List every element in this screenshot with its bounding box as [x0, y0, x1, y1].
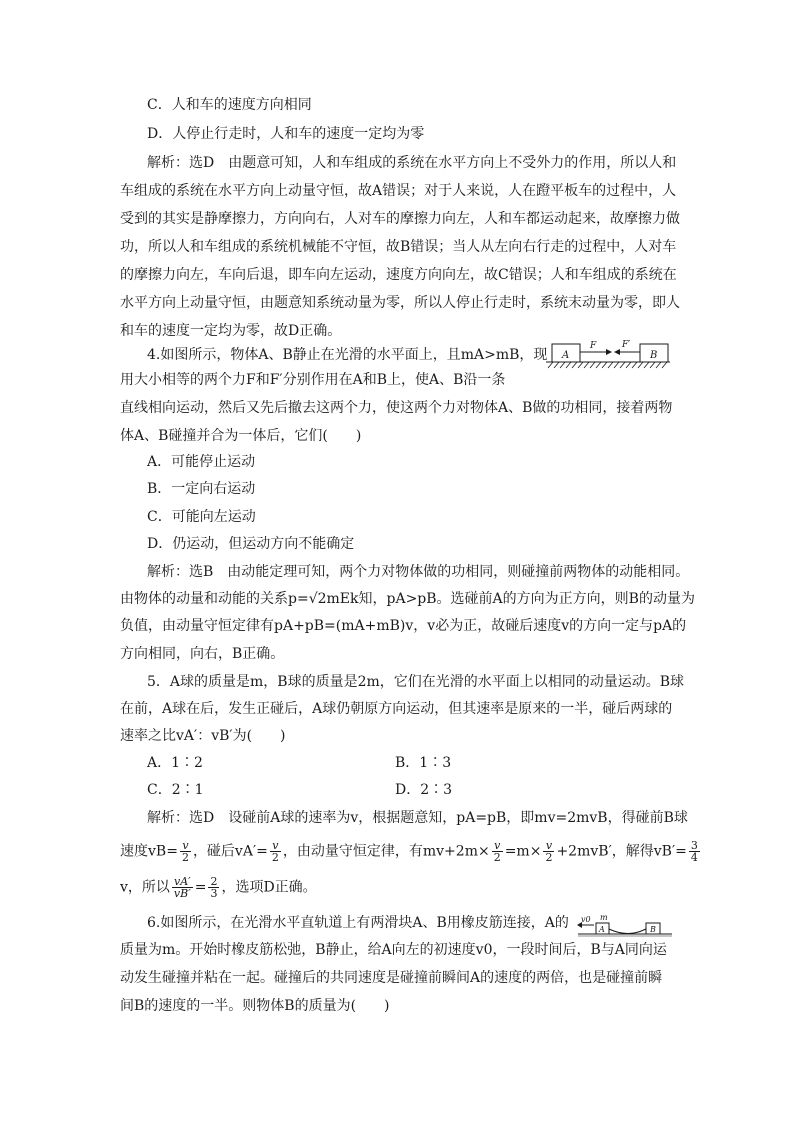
- fraction: [172, 876, 193, 899]
- q4-analysis-line: 负值，由动量守恒定律有pA+pB=(mA+mB)v，v必为正，故碰后速度v的方向一定与pA的: [120, 618, 687, 634]
- block-a-label: A: [562, 350, 570, 361]
- fraction-denominator: vB′: [173, 887, 191, 900]
- fraction-numerator: v: [180, 840, 191, 852]
- block-b-label: B: [650, 925, 656, 934]
- q5-option-a: A．1∶2: [147, 755, 203, 771]
- q4-analysis-line: 由物体的动量和动能的关系p=√2mEk知，pA>pB。选碰前A的方向为正方向，则B的动量为: [120, 591, 695, 607]
- rubber-band: [609, 929, 646, 934]
- q4-figure: [544, 338, 672, 372]
- fraction: [689, 840, 700, 863]
- fraction: [543, 840, 554, 863]
- fraction-numerator: 3: [690, 839, 698, 852]
- q5-analysis-text: ，碰后vA′=: [192, 843, 268, 860]
- block-b-label: B: [650, 350, 658, 361]
- q4-option-a: A．可能停止运动: [147, 454, 256, 470]
- q3-option-c: C．人和车的速度方向相同: [147, 97, 312, 113]
- v0-label: v0: [581, 915, 591, 924]
- q5-analysis-text: 速度vB=: [120, 843, 178, 860]
- q5-analysis-text: ，选项D正确。: [221, 879, 317, 896]
- fraction-numerator: v: [492, 840, 503, 852]
- q4-stem-line: 用大小相等的两个力F和F′分别作用在A和B上，使A、B沿一条: [120, 372, 506, 388]
- q4-stem-line: 4.如图所示，物体A、B静止在光滑的水平面上，且mA>mB，现: [147, 347, 548, 363]
- q5-analysis-text: ，由动量守恒定律，有mv+2m×: [282, 843, 490, 860]
- q6-stem-line: 间B的速度的一半。则物体B的质量为( ): [120, 998, 390, 1014]
- fraction-denominator: 3: [210, 887, 218, 900]
- fraction-denominator: 2: [181, 851, 189, 864]
- q4-stem-line: 体A、B碰撞并合为一体后，它们( ): [120, 428, 362, 444]
- q5-stem-line: 速率之比vA′：vB′为( ): [120, 728, 286, 744]
- q4-option-b: B．一定向右运动: [147, 481, 256, 497]
- q4-analysis-line: 解析：选B 由动能定理可知，两个力对物体做的功相同，则碰撞前两物体的动能相同。: [147, 564, 690, 580]
- q3-analysis-line: 水平方向上动量守恒，由题意知系统动量为零，所以人停止行走时，系统末动量为零，即人: [120, 295, 680, 311]
- q3-analysis-line: 和车的速度一定均为零，故D正确。: [120, 323, 342, 339]
- q4-option-d: D．仍运动，但运动方向不能确定: [147, 536, 355, 552]
- q4-stem-line: 直线相向运动，然后又先后撤去这两个力，使这两个力对物体A、B做的功相同，接着两物: [120, 400, 673, 416]
- q4-analysis-line: 方向相同，向右，B正确。: [120, 646, 285, 662]
- q5-analysis-line-3: [120, 876, 317, 899]
- fraction-numerator: v: [543, 840, 554, 852]
- q6-stem-line: 动发生碰撞并粘在一起。碰撞后的共同速度是碰撞前瞬间A的速度的两倍，也是碰撞前瞬: [120, 970, 663, 986]
- fraction: [180, 840, 191, 863]
- q5-analysis-line: 解析：选D 设碰前A球的速率为v，根据题意知，pA=pB，即mv=2mvB，得碰前B球: [147, 810, 688, 826]
- force-f2-arrowhead: [614, 349, 620, 355]
- fraction-denominator: 2: [545, 851, 553, 864]
- force-f2-label: F′: [622, 340, 631, 350]
- q3-analysis-line: 解析：选D 由题意可知，人和车组成的系统在水平方向上不受外力的作用，所以人和: [147, 155, 677, 171]
- fraction-denominator: 4: [690, 851, 698, 864]
- fraction-numerator: v: [270, 840, 281, 852]
- q3-analysis-line: 功，所以人和车组成的系统机械能不守恒，故B错误；当人从左向右行走的过程中，人对车: [120, 239, 677, 255]
- q5-analysis-text: +2mvB′，解得vB′=: [556, 843, 687, 860]
- mass-m-label: m: [600, 913, 608, 922]
- q3-analysis-line: 受到的其实是静摩擦力，方向向右，人对车的摩擦力向左，人和车都运动起来，故摩擦力做: [120, 211, 680, 227]
- block-a-label: A: [599, 925, 605, 934]
- fraction-numerator: vA′: [172, 876, 193, 888]
- q5-analysis-line-2: [120, 840, 702, 863]
- q3-option-d: D．人停止行走时，人和车的速度一定均为零: [147, 126, 425, 142]
- fraction-denominator: 2: [493, 851, 501, 864]
- q4-option-c: C．可能向左运动: [147, 509, 256, 525]
- q5-stem-line: 在前，A球在后，发生正碰后，A球仍朝原方向运动，但其速率是原来的一半，碰后两球的: [120, 701, 673, 717]
- q6-stem-line: 6.如图所示，在光滑水平直轨道上有两滑块A、B用橡皮筋连接，A的: [147, 915, 569, 931]
- q5-option-b: B．1∶3: [395, 755, 452, 771]
- q6-figure: [576, 912, 676, 942]
- q5-analysis-text: =: [194, 879, 207, 896]
- fraction: [492, 840, 503, 863]
- fraction-denominator: 2: [271, 851, 279, 864]
- force-f-arrowhead: [606, 349, 612, 355]
- fraction: [208, 876, 219, 899]
- fraction: [270, 840, 281, 863]
- fraction-numerator: 2: [210, 875, 218, 888]
- q5-analysis-text: =m×: [504, 843, 542, 860]
- q5-analysis-text: v，所以: [120, 879, 170, 896]
- ground-hatching: [548, 362, 667, 368]
- force-f-label: F: [590, 341, 597, 351]
- q3-analysis-line: 车组成的系统在水平方向上动量守恒，故A错误；对于人来说，人在蹬平板车的过程中，人: [120, 183, 677, 199]
- q3-analysis-line: 的摩擦力向左，车向后退，即车向左运动，速度方向向左，故C错误；人和车组成的系统在: [120, 267, 677, 283]
- q5-option-d: D．2∶3: [395, 782, 453, 798]
- q5-option-c: C．2∶1: [147, 782, 204, 798]
- q6-stem-line: 质量为m。开始时橡皮筋松弛，B静止，给A向左的初速度v0，一段时间后，B与A同向运: [120, 942, 667, 958]
- q5-stem-line: 5．A球的质量是m，B球的质量是2m，它们在光滑的水平面上以相同的动量运动。B球: [147, 674, 685, 690]
